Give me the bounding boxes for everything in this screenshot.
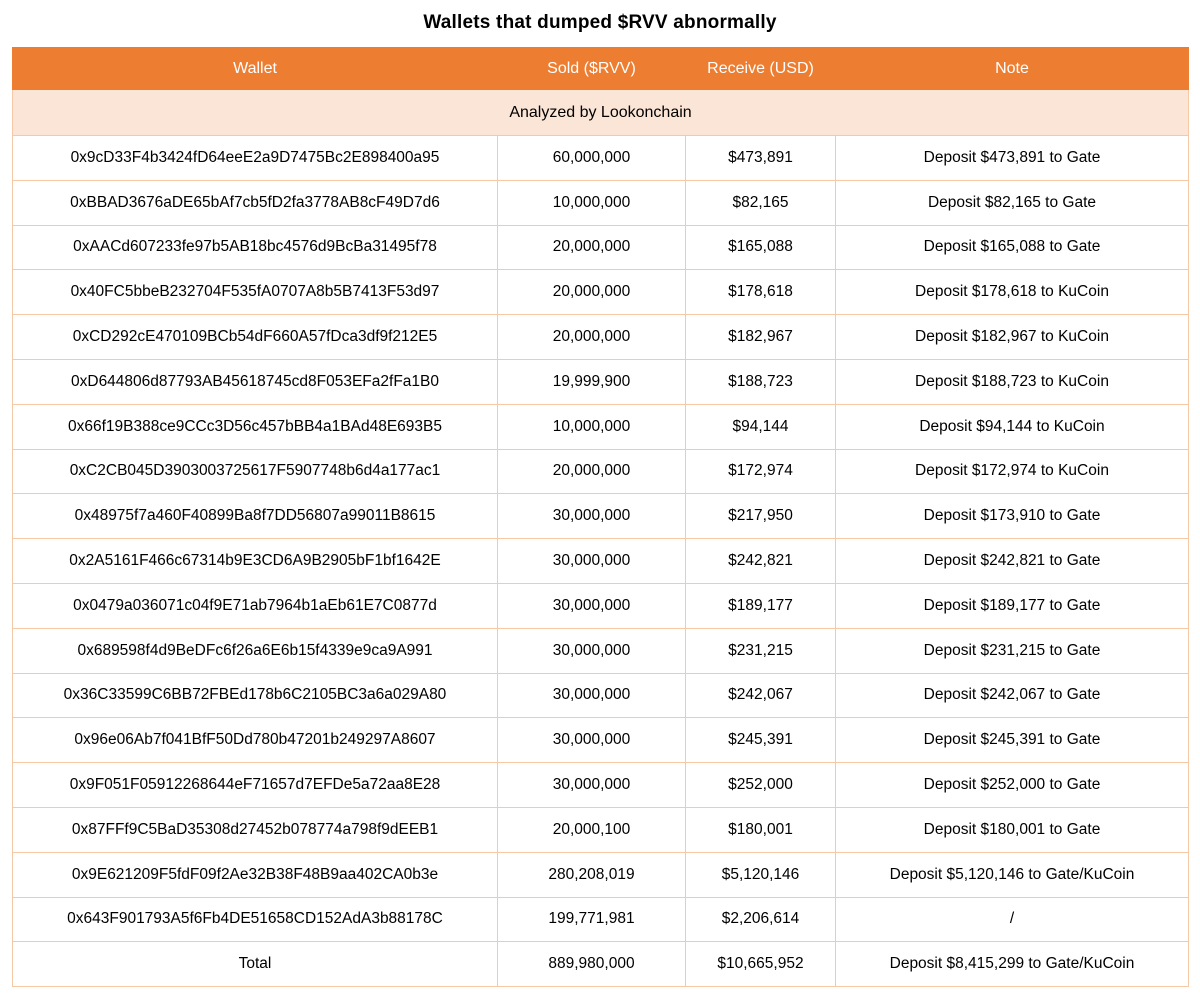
receive-cell: $172,974 — [686, 449, 836, 494]
note-cell: Deposit $82,165 to Gate — [836, 180, 1189, 225]
table-row — [13, 270, 1189, 315]
note-cell: Deposit $172,974 to KuCoin — [836, 449, 1189, 494]
note-cell: Deposit $245,391 to Gate — [836, 718, 1189, 763]
table-row — [13, 449, 1189, 494]
receive-cell: $5,120,146 — [686, 852, 836, 897]
receive-cell: $82,165 — [686, 180, 836, 225]
wallet-cell: 0xAACd607233fe97b5AB18bc4576d9BcBa31495f78 — [13, 225, 498, 270]
receive-cell: $94,144 — [686, 404, 836, 449]
sold-cell: 280,208,019 — [498, 852, 686, 897]
note-cell: Deposit $252,000 to Gate — [836, 763, 1189, 808]
note-cell: Deposit $165,088 to Gate — [836, 225, 1189, 270]
sold-cell: 20,000,000 — [498, 225, 686, 270]
sold-cell: 19,999,900 — [498, 359, 686, 404]
receive-cell: $242,067 — [686, 673, 836, 718]
receive-cell: $217,950 — [686, 494, 836, 539]
sold-cell: 20,000,100 — [498, 807, 686, 852]
note-cell: Deposit $473,891 to Gate — [836, 136, 1189, 181]
note-cell: Deposit $189,177 to Gate — [836, 583, 1189, 628]
wallet-cell: 0x689598f4d9BeDFc6f26a6E6b15f4339e9ca9A991 — [13, 628, 498, 673]
total-row — [13, 942, 1189, 987]
wallet-cell: 0x96e06Ab7f041BfF50Dd780b47201b249297A8607 — [13, 718, 498, 763]
receive-cell: $178,618 — [686, 270, 836, 315]
sold-cell: 10,000,000 — [498, 180, 686, 225]
receive-cell: $2,206,614 — [686, 897, 836, 942]
column-header-note: Note — [836, 48, 1189, 90]
sold-cell: 20,000,000 — [498, 270, 686, 315]
wallet-cell: 0x40FC5bbeB232704F535fA0707A8b5B7413F53d97 — [13, 270, 498, 315]
receive-cell: $10,665,952 — [686, 942, 836, 987]
note-cell: Deposit $242,067 to Gate — [836, 673, 1189, 718]
wallets-table — [12, 47, 1189, 987]
wallet-cell: Total — [13, 942, 498, 987]
wallet-cell: 0x9F051F05912268644eF71657d7EFDe5a72aa8E28 — [13, 763, 498, 808]
note-cell: Deposit $188,723 to KuCoin — [836, 359, 1189, 404]
sold-cell: 889,980,000 — [498, 942, 686, 987]
note-cell: Deposit $182,967 to KuCoin — [836, 315, 1189, 360]
sold-cell: 60,000,000 — [498, 136, 686, 181]
receive-cell: $165,088 — [686, 225, 836, 270]
table-row — [13, 315, 1189, 360]
wallet-cell: 0x87FFf9C5BaD35308d27452b078774a798f9dEEB1 — [13, 807, 498, 852]
subheader-row — [13, 90, 1189, 136]
table-row — [13, 852, 1189, 897]
column-header-wallet: Wallet — [13, 48, 498, 90]
wallet-cell: 0x48975f7a460F40899Ba8f7DD56807a99011B8615 — [13, 494, 498, 539]
wallet-cell: 0x36C33599C6BB72FBEd178b6C2105BC3a6a029A80 — [13, 673, 498, 718]
column-header-receive: Receive (USD) — [686, 48, 836, 90]
note-cell: Deposit $94,144 to KuCoin — [836, 404, 1189, 449]
wallets-table-container — [12, 47, 1188, 987]
table-row — [13, 628, 1189, 673]
sold-cell: 10,000,000 — [498, 404, 686, 449]
wallet-cell: 0x66f19B388ce9CCc3D56c457bBB4a1BAd48E693B5 — [13, 404, 498, 449]
note-cell: Deposit $8,415,299 to Gate/KuCoin — [836, 942, 1189, 987]
sold-cell: 199,771,981 — [498, 897, 686, 942]
receive-cell: $245,391 — [686, 718, 836, 763]
header-row — [13, 48, 1189, 90]
table-row — [13, 225, 1189, 270]
wallet-cell: 0x0479a036071c04f9E71ab7964b1aEb61E7C0877d — [13, 583, 498, 628]
table-row — [13, 136, 1189, 181]
sold-cell: 30,000,000 — [498, 763, 686, 808]
table-row — [13, 718, 1189, 763]
note-cell: Deposit $5,120,146 to Gate/KuCoin — [836, 852, 1189, 897]
table-row — [13, 359, 1189, 404]
table-row — [13, 494, 1189, 539]
table-row — [13, 673, 1189, 718]
table-row — [13, 180, 1189, 225]
receive-cell: $180,001 — [686, 807, 836, 852]
note-cell: / — [836, 897, 1189, 942]
note-cell: Deposit $180,001 to Gate — [836, 807, 1189, 852]
wallet-cell: 0x9E621209F5fdF09f2Ae32B38F48B9aa402CA0b3e — [13, 852, 498, 897]
sold-cell: 30,000,000 — [498, 583, 686, 628]
receive-cell: $231,215 — [686, 628, 836, 673]
table-row — [13, 897, 1189, 942]
note-cell: Deposit $178,618 to KuCoin — [836, 270, 1189, 315]
receive-cell: $189,177 — [686, 583, 836, 628]
wallet-cell: 0xBBAD3676aDE65bAf7cb5fD2fa3778AB8cF49D7d6 — [13, 180, 498, 225]
table-row — [13, 763, 1189, 808]
table-row — [13, 807, 1189, 852]
receive-cell: $188,723 — [686, 359, 836, 404]
wallet-cell: 0x2A5161F466c67314b9E3CD6A9B2905bF1bf1642E — [13, 539, 498, 584]
sold-cell: 30,000,000 — [498, 718, 686, 763]
receive-cell: $242,821 — [686, 539, 836, 584]
receive-cell: $252,000 — [686, 763, 836, 808]
sold-cell: 30,000,000 — [498, 539, 686, 584]
analyzed-by-label: Analyzed by Lookonchain — [13, 90, 1189, 136]
table-row — [13, 539, 1189, 584]
sold-cell: 30,000,000 — [498, 673, 686, 718]
table-row — [13, 404, 1189, 449]
sold-cell: 30,000,000 — [498, 628, 686, 673]
receive-cell: $182,967 — [686, 315, 836, 360]
wallet-cell: 0x643F901793A5f6Fb4DE51658CD152AdA3b88178C — [13, 897, 498, 942]
sold-cell: 30,000,000 — [498, 494, 686, 539]
wallet-cell: 0x9cD33F4b3424fD64eeE2a9D7475Bc2E898400a95 — [13, 136, 498, 181]
table-body — [13, 136, 1189, 987]
receive-cell: $473,891 — [686, 136, 836, 181]
sold-cell: 20,000,000 — [498, 449, 686, 494]
note-cell: Deposit $173,910 to Gate — [836, 494, 1189, 539]
column-header-sold: Sold ($RVV) — [498, 48, 686, 90]
wallet-cell: 0xD644806d87793AB45618745cd8F053EFa2fFa1B0 — [13, 359, 498, 404]
page-title: Wallets that dumped $RVV abnormally — [423, 12, 777, 33]
wallet-cell: 0xCD292cE470109BCb54dF660A57fDca3df9f212E5 — [13, 315, 498, 360]
note-cell: Deposit $242,821 to Gate — [836, 539, 1189, 584]
table-row — [13, 583, 1189, 628]
sold-cell: 20,000,000 — [498, 315, 686, 360]
wallet-cell: 0xC2CB045D3903003725617F5907748b6d4a177ac1 — [13, 449, 498, 494]
note-cell: Deposit $231,215 to Gate — [836, 628, 1189, 673]
